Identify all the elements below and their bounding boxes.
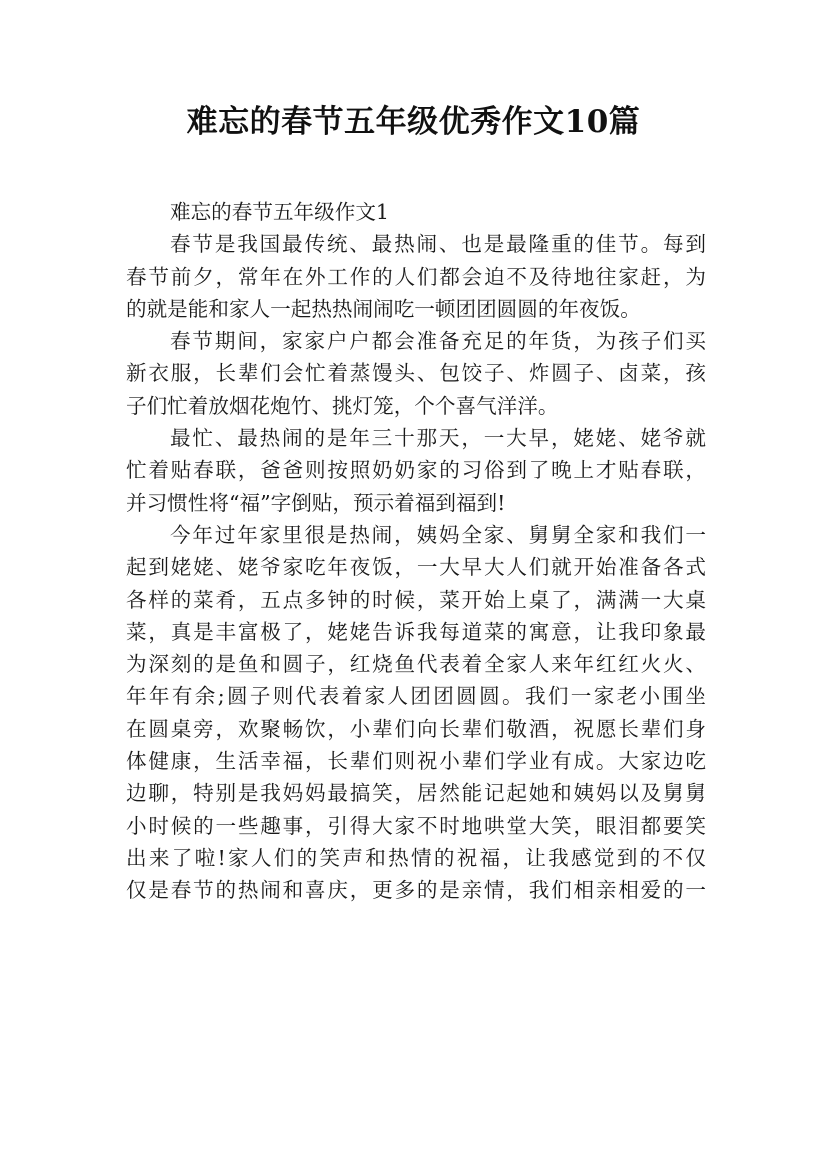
text-line: 起到姥姥、姥爷家吃年夜饭，一大早大人们就开始准备各式 — [126, 555, 706, 580]
text-line: 今年过年家里很是热闹，姨妈全家、舅舅全家和我们一 — [170, 522, 706, 547]
text-line: 春节是我国最传统、最热闹、也是最隆重的佳节。每到 — [170, 232, 706, 257]
text-line: 体健康，生活幸福，长辈们则祝小辈们学业有成。大家边吃 — [126, 749, 706, 774]
text-line: 春节前夕，常年在外工作的人们都会迫不及待地往家赶，为 — [126, 264, 706, 289]
text-line: 菜，真是丰富极了，姥姥告诉我每道菜的寓意，让我印象最 — [126, 619, 706, 644]
text-line: 子们忙着放烟花炮竹、挑灯笼，个个喜气洋洋。 — [126, 393, 559, 418]
text-line: 边聊，特别是我妈妈最搞笑，居然能记起她和姨妈以及舅舅 — [126, 781, 706, 806]
text-line: 小时候的一些趣事，引得大家不时地哄堂大笑，眼泪都要笑 — [126, 813, 706, 838]
text-line: 各样的菜肴，五点多钟的时候，菜开始上桌了，满满一大桌 — [126, 587, 706, 612]
document-title: 难忘的春节五年级优秀作文10篇 — [186, 104, 641, 140]
document-body — [126, 196, 706, 907]
text-line: 忙着贴春联，爸爸则按照奶奶家的习俗到了晚上才贴春联， — [126, 458, 706, 483]
text-line: 仅是春节的热闹和喜庆，更多的是亲情，我们相亲相爱的一 — [126, 878, 706, 903]
text-line: 为深刻的是鱼和圆子，红烧鱼代表着全家人来年红红火火、 — [126, 652, 706, 677]
text-line: 出来了啦!家人们的笑声和热情的祝福，让我感觉到的不仅 — [126, 845, 706, 870]
text-line: 难忘的春节五年级作文1 — [170, 200, 390, 224]
text-line: 最忙、最热闹的是年三十那天，一大早，姥姥、姥爷就 — [170, 426, 706, 451]
text-line: 在圆桌旁，欢聚畅饮，小辈们向长辈们敬酒，祝愿长辈们身 — [126, 716, 706, 741]
text-line: 年年有余;圆子则代表着家人团团圆圆。我们一家老小围坐 — [126, 684, 706, 709]
text-line: 新衣服，长辈们会忙着蒸馒头、包饺子、炸圆子、卤菜，孩 — [126, 361, 706, 386]
text-line: 的就是能和家人一起热热闹闹吃一顿团团圆圆的年夜饭。 — [126, 296, 641, 321]
text-line: 并习惯性将“福”字倒贴，预示着福到福到! — [126, 490, 506, 515]
text-line: 春节期间，家家户户都会准备充足的年货，为孩子们买 — [170, 329, 706, 354]
